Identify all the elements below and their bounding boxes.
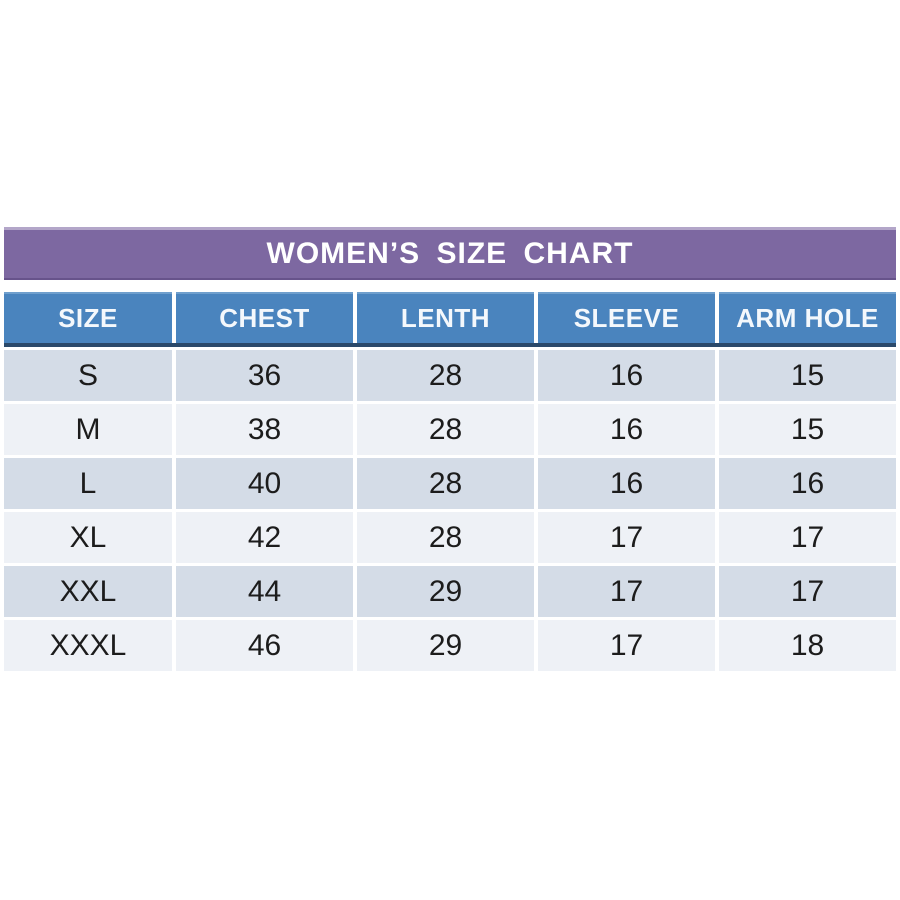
cell-arm-hole: 18 xyxy=(719,620,896,671)
column-header-sleeve: SLEEVE xyxy=(538,292,715,343)
cell-size: XL xyxy=(4,512,172,563)
table-row-xl xyxy=(4,512,896,563)
cell-lenth: 28 xyxy=(357,350,534,401)
column-header-arm-hole: ARM HOLE xyxy=(719,292,896,343)
column-header-size: SIZE xyxy=(4,292,172,343)
cell-size: XXL xyxy=(4,566,172,617)
cell-arm-hole: 15 xyxy=(719,404,896,455)
table-row-l xyxy=(4,458,896,509)
cell-sleeve: 17 xyxy=(538,566,715,617)
table-header-row xyxy=(4,292,896,343)
cell-lenth: 28 xyxy=(357,404,534,455)
cell-sleeve: 17 xyxy=(538,512,715,563)
title-bar xyxy=(4,227,896,280)
cell-size: XXXL xyxy=(4,620,172,671)
cell-chest: 38 xyxy=(176,404,353,455)
cell-chest: 42 xyxy=(176,512,353,563)
table-row-xxl xyxy=(4,566,896,617)
cell-sleeve: 16 xyxy=(538,458,715,509)
cell-arm-hole: 17 xyxy=(719,566,896,617)
table-row-m xyxy=(4,404,896,455)
cell-arm-hole: 16 xyxy=(719,458,896,509)
cell-sleeve: 17 xyxy=(538,620,715,671)
cell-lenth: 29 xyxy=(357,566,534,617)
size-chart-table xyxy=(4,292,896,674)
table-row-xxxl xyxy=(4,620,896,671)
cell-arm-hole: 15 xyxy=(719,350,896,401)
cell-lenth: 28 xyxy=(357,458,534,509)
page-title: WOMEN’S SIZE CHART xyxy=(266,237,634,270)
column-header-chest: CHEST xyxy=(176,292,353,343)
cell-sleeve: 16 xyxy=(538,350,715,401)
cell-size: M xyxy=(4,404,172,455)
table-body xyxy=(4,350,896,671)
cell-arm-hole: 17 xyxy=(719,512,896,563)
cell-chest: 40 xyxy=(176,458,353,509)
cell-chest: 44 xyxy=(176,566,353,617)
cell-sleeve: 16 xyxy=(538,404,715,455)
cell-size: L xyxy=(4,458,172,509)
column-header-lenth: LENTH xyxy=(357,292,534,343)
cell-size: S xyxy=(4,350,172,401)
cell-lenth: 29 xyxy=(357,620,534,671)
header-underline xyxy=(4,343,896,347)
cell-lenth: 28 xyxy=(357,512,534,563)
table-row-s xyxy=(4,350,896,401)
cell-chest: 36 xyxy=(176,350,353,401)
cell-chest: 46 xyxy=(176,620,353,671)
